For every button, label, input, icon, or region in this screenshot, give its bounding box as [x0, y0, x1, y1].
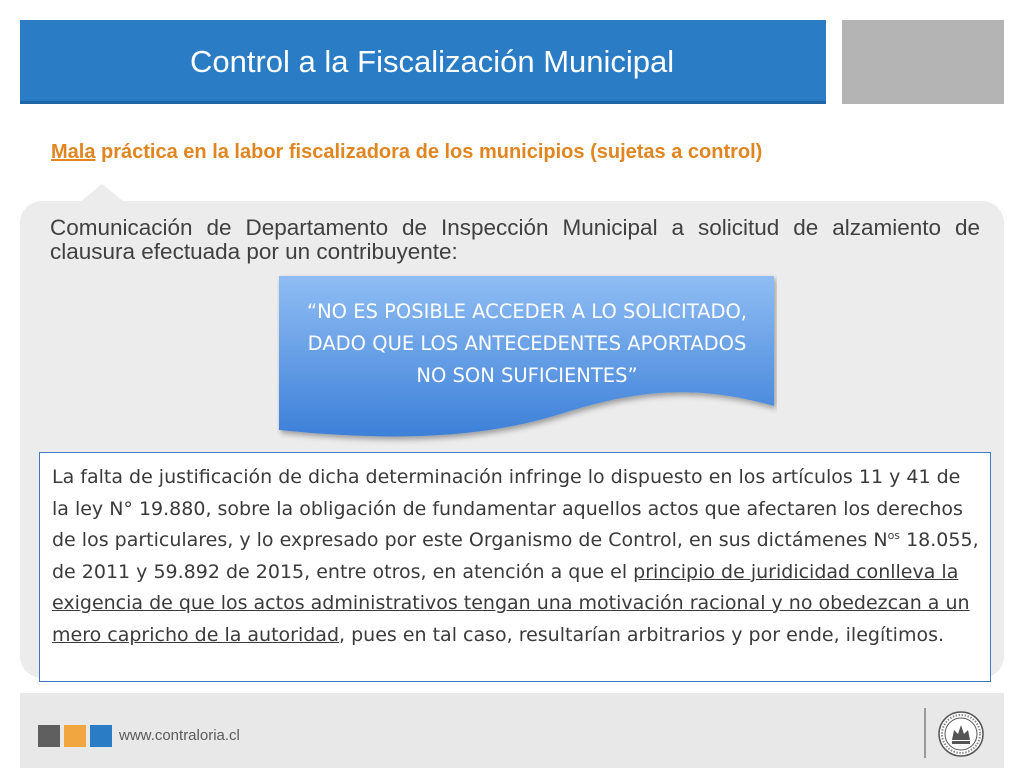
footer-divider [924, 708, 926, 758]
callout-pointer [80, 184, 124, 202]
explanation-part-2: 18.055, de 2011 y 59.892 de 2015, entre otros, en atención a que el [52, 529, 979, 583]
quote-line-2: DADO QUE LOS ANTECEDENTES APORTADOS [307, 332, 747, 355]
footer-square-blue [90, 725, 112, 747]
subtitle-rest: práctica en la labor fiscalizadora de los municipios (sujetas a control) [95, 141, 763, 163]
slide-title: Control a la Fiscalización Municipal [190, 44, 675, 79]
explanation-text [52, 462, 982, 651]
subtitle-underlined-word: Mala [51, 141, 96, 163]
footer-square-orange [64, 725, 86, 747]
slide-subtitle [51, 141, 762, 164]
explanation-part-1: La falta de justificación de dicha determinación infringe lo dispuesto en los artículos 11 y 41 de la ley N° 19.880, sobre la obligación de fundamentar aquellos actos que afectaren los derechos de los particulares, y lo expresado por este Organismo de Control, en sus dictámenes N [52, 466, 963, 551]
explanation-underlined: principio de juridicidad conlleva la exigencia de que los actos administrativos tengan una motivación racional y no obedezcan a un mero capricho de la autoridad [52, 560, 970, 646]
quote-line-3: NO SON SUFICIENTES” [416, 364, 638, 387]
quote-text [277, 296, 777, 392]
header-gray-block [842, 20, 1004, 104]
footer-square-dark [38, 725, 60, 747]
quote-banner [277, 272, 777, 447]
explanation-superscript: os [887, 529, 901, 542]
explanation-part-3: , pues en tal caso, resultarían arbitrarios y por ende, ilegítimos. [339, 623, 945, 646]
explanation-box [39, 452, 991, 682]
contraloria-seal-icon [937, 710, 985, 758]
quote-line-1: “NO ES POSIBLE ACCEDER A LO SOLICITADO, [306, 300, 748, 323]
title-bar [20, 20, 826, 104]
footer-url-link[interactable]: www.contraloria.cl [119, 727, 240, 744]
intro-paragraph: Comunicación de Departamento de Inspección Municipal a solicitud de alzamiento de clausura efectuada por un contribuyente: [50, 215, 980, 264]
